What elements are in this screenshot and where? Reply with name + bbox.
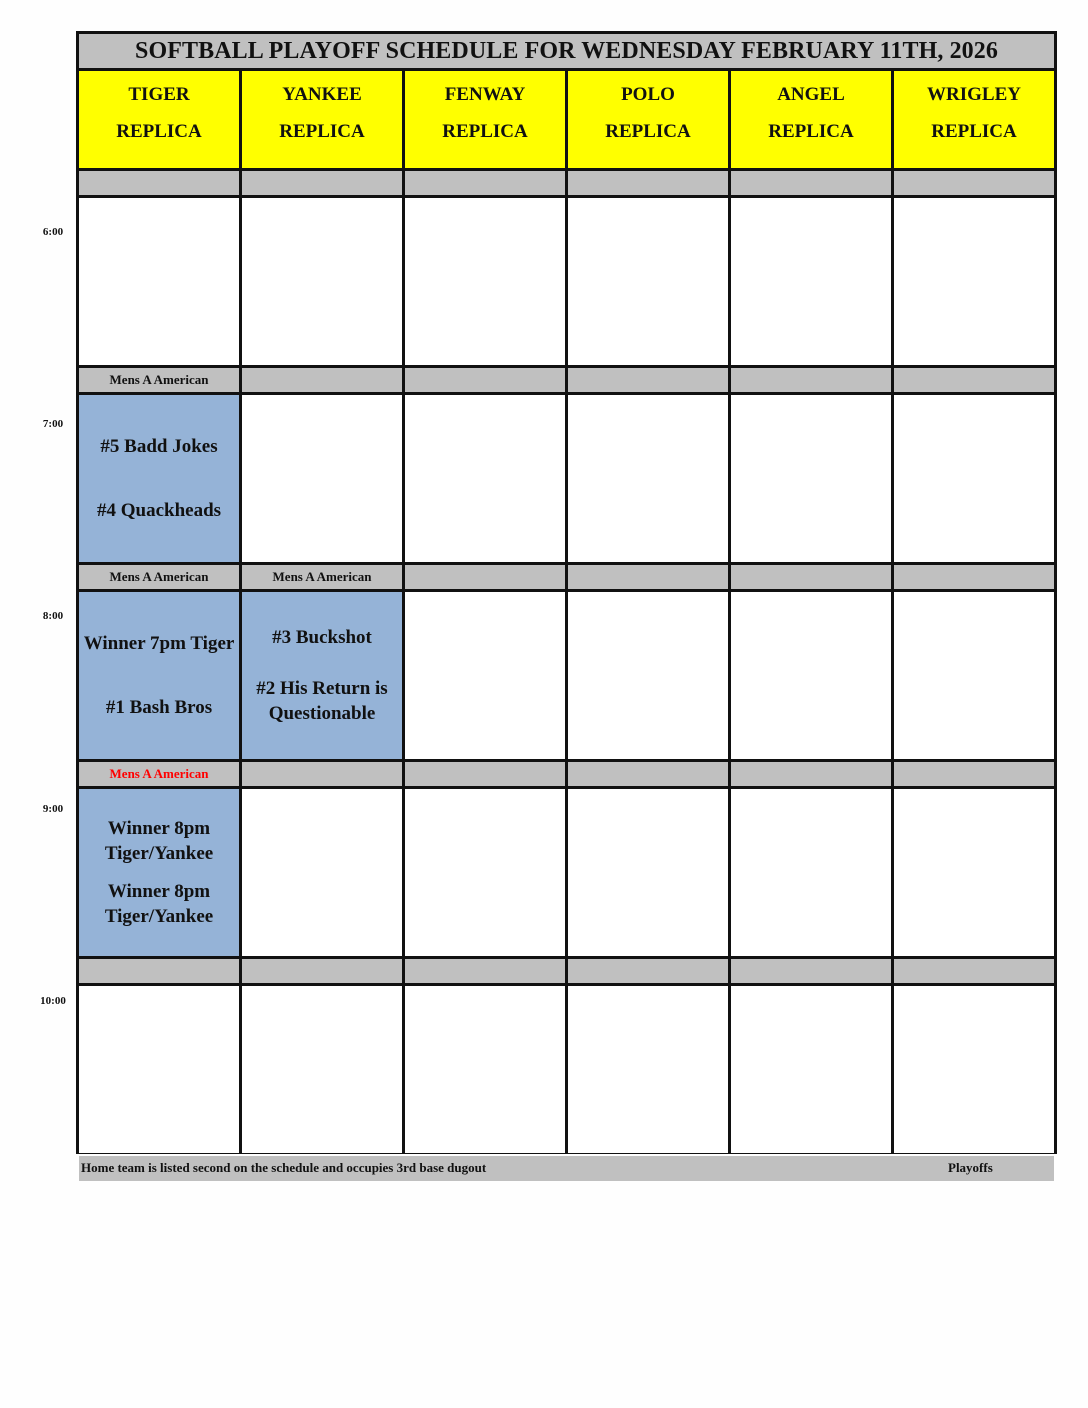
- empty-slot: [242, 789, 402, 956]
- empty-slot: [894, 198, 1054, 365]
- time-label: 7:00: [42, 418, 64, 430]
- division-band: Mens A American: [79, 368, 239, 392]
- field-subtitle: REPLICA: [116, 121, 202, 142]
- field-name: WRIGLEY: [927, 84, 1021, 105]
- division-band: [405, 368, 565, 392]
- empty-slot: [405, 789, 565, 956]
- division-band: Mens A American: [79, 762, 239, 786]
- division-band: [568, 171, 728, 195]
- field-name: YANKEE: [282, 84, 362, 105]
- field-header-polo: [568, 71, 728, 168]
- division-band: [242, 171, 402, 195]
- division-band: [79, 959, 239, 983]
- division-band: [568, 959, 728, 983]
- home-team: Winner 8pm Tiger/Yankee: [104, 881, 214, 928]
- game-cell[interactable]: [79, 592, 239, 759]
- empty-slot: [731, 395, 891, 562]
- division-band: [242, 959, 402, 983]
- home-team: #2 His Return is Questionable: [256, 678, 388, 724]
- division-band: [242, 368, 402, 392]
- empty-slot: [894, 789, 1054, 956]
- empty-slot: [79, 986, 239, 1153]
- empty-slot: [568, 986, 728, 1153]
- field-subtitle: REPLICA: [279, 121, 365, 142]
- empty-slot: [731, 592, 891, 759]
- division-band: [242, 762, 402, 786]
- game-cell[interactable]: [79, 395, 239, 562]
- division-band: [405, 565, 565, 589]
- empty-slot: [405, 198, 565, 365]
- empty-slot: [242, 395, 402, 562]
- footer-label: Playoffs: [948, 1160, 993, 1175]
- home-team: #4 Quackheads: [96, 499, 222, 521]
- division-band: Mens A American: [79, 565, 239, 589]
- division-band: [894, 565, 1054, 589]
- field-subtitle: REPLICA: [605, 121, 691, 142]
- division-band: [731, 762, 891, 786]
- division-band: [568, 368, 728, 392]
- empty-slot: [405, 592, 565, 759]
- division-band: [568, 762, 728, 786]
- division-band: [79, 171, 239, 195]
- division-band: [894, 171, 1054, 195]
- division-band: [731, 565, 891, 589]
- empty-slot: [568, 789, 728, 956]
- field-name: TIGER: [128, 84, 190, 105]
- schedule-title: SOFTBALL PLAYOFF SCHEDULE FOR WEDNESDAY FEBRUARY 11TH, 2026: [79, 34, 1054, 68]
- empty-slot: [568, 592, 728, 759]
- field-subtitle: REPLICA: [442, 121, 528, 142]
- empty-slot: [731, 986, 891, 1153]
- division-band: [894, 368, 1054, 392]
- home-team: #1 Bash Bros: [105, 696, 213, 718]
- division-band: [568, 565, 728, 589]
- game-cell[interactable]: [242, 592, 402, 759]
- empty-slot: [894, 986, 1054, 1153]
- field-subtitle: REPLICA: [931, 121, 1017, 142]
- away-team: Winner 8pm Tiger/Yankee: [104, 817, 214, 864]
- empty-slot: [894, 592, 1054, 759]
- division-band: [405, 171, 565, 195]
- schedule-grid: [76, 31, 1057, 1175]
- away-team: Winner 7pm Tiger: [83, 633, 235, 655]
- division-band: [731, 171, 891, 195]
- empty-slot: [731, 789, 891, 956]
- empty-slot: [731, 198, 891, 365]
- empty-slot: [242, 986, 402, 1153]
- empty-slot: [79, 198, 239, 365]
- empty-slot: [894, 395, 1054, 562]
- empty-slot: [568, 198, 728, 365]
- field-name: ANGEL: [777, 84, 845, 105]
- time-label: 8:00: [42, 610, 64, 622]
- footer-band: [79, 1156, 1054, 1181]
- field-name: FENWAY: [444, 84, 526, 105]
- footer-note: Home team is listed second on the schedule and occupies 3rd base dugout: [81, 1160, 487, 1175]
- empty-slot: [405, 986, 565, 1153]
- field-header-yankee: [242, 71, 402, 168]
- field-header-tiger: [79, 71, 239, 168]
- away-team: #3 Buckshot: [272, 627, 372, 648]
- division-band: [405, 762, 565, 786]
- field-header-fenway: [405, 71, 565, 168]
- time-label: 9:00: [42, 803, 64, 815]
- division-band: Mens A American: [242, 565, 402, 589]
- division-band: [731, 959, 891, 983]
- empty-slot: [405, 395, 565, 562]
- empty-slot: [242, 198, 402, 365]
- field-name: POLO: [621, 84, 675, 105]
- game-cell[interactable]: [79, 789, 239, 956]
- time-label: 10:00: [40, 995, 66, 1007]
- division-band: [731, 368, 891, 392]
- division-band: [405, 959, 565, 983]
- division-band: [894, 762, 1054, 786]
- time-label: 6:00: [42, 226, 64, 238]
- field-header-wrigley: [894, 71, 1054, 168]
- field-subtitle: REPLICA: [768, 121, 854, 142]
- division-band: [894, 959, 1054, 983]
- field-header-angel: [731, 71, 891, 168]
- away-team: #5 Badd Jokes: [100, 436, 218, 458]
- empty-slot: [568, 395, 728, 562]
